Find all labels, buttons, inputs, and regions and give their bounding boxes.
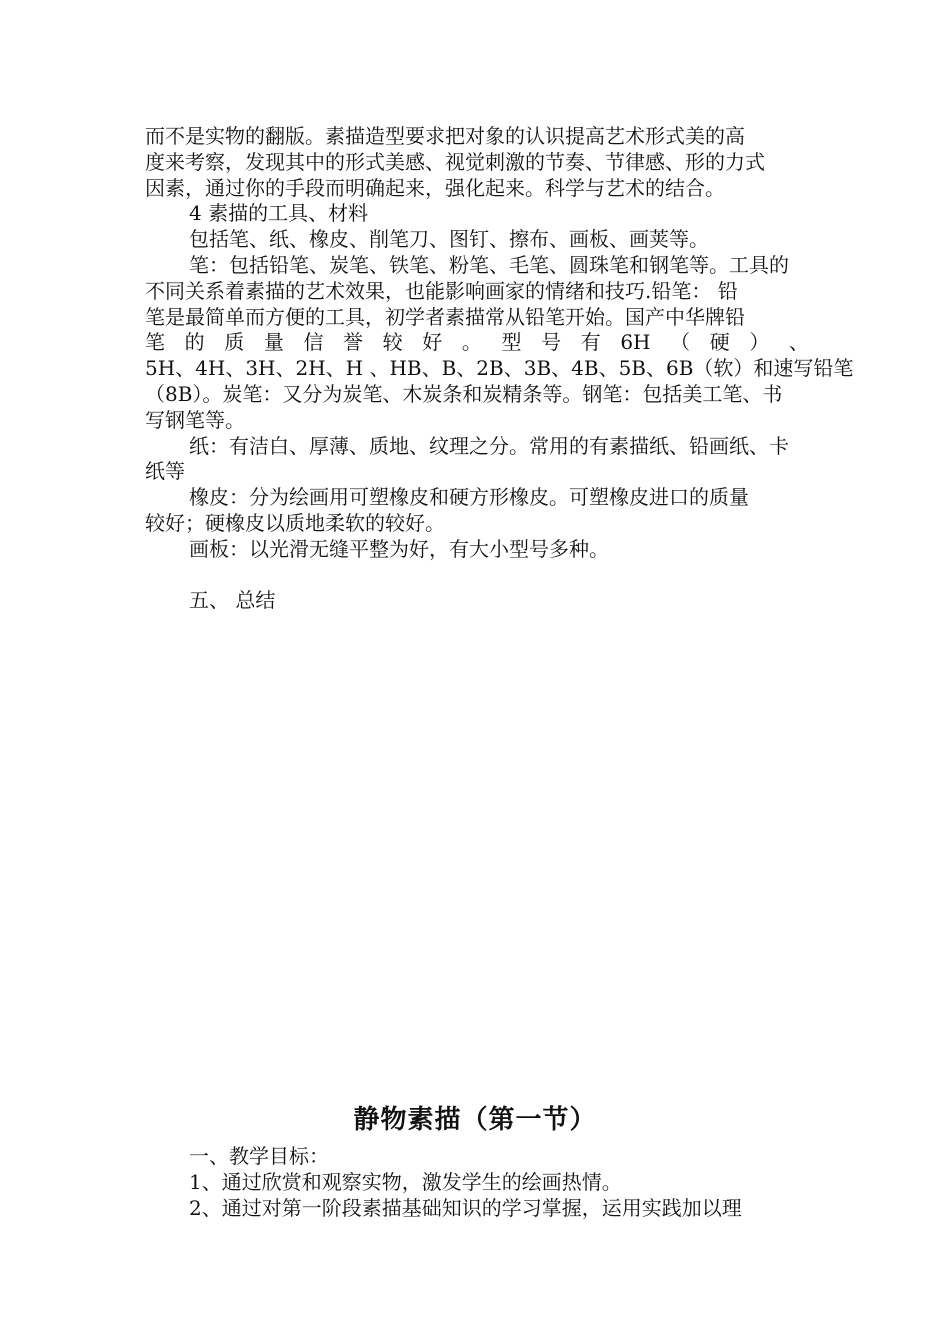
paragraph-line: 较好；硬橡皮以质地柔软的较好。 bbox=[145, 510, 445, 535]
spread-char: 质 bbox=[224, 330, 245, 355]
body-text-lower bbox=[145, 1144, 809, 1221]
objectives-heading: 一、教学目标： bbox=[189, 1144, 329, 1168]
spread-char: 、 bbox=[788, 330, 809, 355]
summary-heading: 五、 总结 bbox=[189, 588, 276, 613]
spread-char: 有 bbox=[580, 330, 601, 355]
section-title: 静物素描（第一节） bbox=[353, 1105, 597, 1135]
spread-char: 量 bbox=[263, 330, 284, 355]
spread-char: （ bbox=[670, 330, 691, 355]
blank-line bbox=[145, 563, 809, 589]
paragraph-line: 橡皮：分为绘画用可塑橡皮和硬方形橡皮。可塑橡皮进口的质量 bbox=[189, 485, 749, 510]
spread-char: 号 bbox=[541, 330, 562, 355]
spread-char: 誉 bbox=[343, 330, 364, 355]
spread-char: 的 bbox=[184, 330, 205, 355]
objective-item: 1、通过欣赏和观察实物，激发学生的绘画热情。 bbox=[189, 1169, 622, 1194]
paragraph-line: 笔：包括铅笔、炭笔、铁笔、粉笔、毛笔、圆珠笔和钢笔等。工具的 bbox=[189, 252, 789, 277]
paragraph-line: 而不是实物的翻版。素描造型要求把对象的认识提高艺术形式美的高 bbox=[145, 124, 745, 148]
paragraph-line: 不同关系着素描的艺术效果，也能影响画家的情绪和技巧.铅笔： 铅 bbox=[145, 278, 738, 303]
paragraph-line: 5H、4H、3H、2H、H 、HB、B、2B、3B、4B、5B、6B（软）和速写铅笔 bbox=[145, 356, 854, 381]
paragraph-line: 写钢笔等。 bbox=[145, 407, 245, 432]
paragraph-line: 画板：以光滑无缝平整为好，有大小型号多种。 bbox=[189, 536, 609, 561]
paragraph-line: 包括笔、纸、橡皮、削笔刀、图钉、擦布、画板、画荚等。 bbox=[189, 227, 709, 252]
spread-char: 好 bbox=[422, 330, 443, 355]
body-text-upper bbox=[145, 124, 854, 614]
objective-item: 2、通过对第一阶段素描基础知识的学习掌握，运用实践加以理 bbox=[189, 1195, 742, 1220]
spread-char: 信 bbox=[303, 330, 324, 355]
spread-char: 硬 bbox=[709, 330, 730, 355]
spread-char: 6H bbox=[620, 330, 651, 355]
paragraph-line: 因素，通过你的手段而明确起来，强化起来。科学与艺术的结合。 bbox=[145, 175, 725, 200]
paragraph-line: （8B）。炭笔：又分为炭笔、木炭条和炭精条等。钢笔：包括美工笔、书 bbox=[145, 381, 783, 406]
justified-line bbox=[145, 330, 809, 356]
spread-char: 较 bbox=[382, 330, 403, 355]
subsection-heading-tools: 4 素描的工具、材料 bbox=[189, 201, 369, 226]
spread-char: 。 bbox=[461, 330, 482, 355]
paragraph-line: 度来考察，发现其中的形式美感、视觉刺激的节奏、节律感、形的力式 bbox=[145, 149, 765, 174]
paragraph-line: 笔是最简单而方便的工具，初学者素描常从铅笔开始。国产中华牌铅 bbox=[145, 304, 745, 329]
spread-char: 笔 bbox=[145, 330, 165, 355]
spread-char: ） bbox=[749, 330, 770, 355]
paragraph-line: 纸等 bbox=[145, 459, 185, 484]
spread-char: 型 bbox=[501, 330, 522, 355]
paragraph-line: 纸：有洁白、厚薄、质地、纹理之分。常用的有素描纸、铅画纸、卡 bbox=[189, 433, 789, 458]
